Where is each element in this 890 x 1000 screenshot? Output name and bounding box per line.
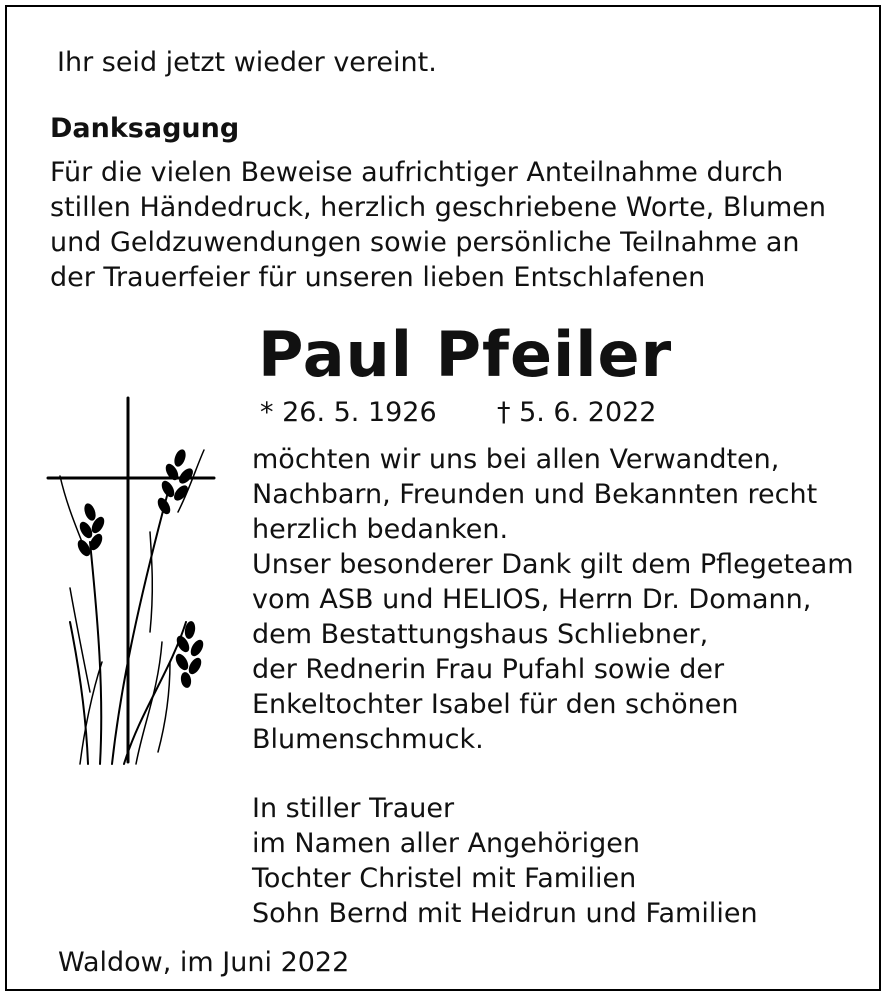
signature-line: In stiller Trauer: [252, 793, 455, 824]
thanks-line: Enkeltochter Isabel für den schönen: [252, 689, 739, 720]
signature-line: Sohn Bernd mit Heidrun und Familien: [252, 898, 758, 929]
signature-block: [252, 792, 758, 932]
motto: Ihr seid jetzt wieder vereint.: [57, 47, 437, 78]
thanks-text: [252, 443, 854, 758]
intro-line: Für die vielen Beweise aufrichtiger Anteilnahme durch: [50, 157, 784, 188]
thanks-line: vom ASB und HELIOS, Herrn Dr. Domann,: [252, 584, 812, 615]
thanks-line: herzlich bedanken.: [252, 514, 509, 545]
intro-line: der Trauerfeier für unseren lieben Entschlafenen: [50, 262, 706, 293]
thanks-line: dem Bestattungshaus Schliebner,: [252, 619, 709, 650]
death-date: † 5. 6. 2022: [497, 397, 657, 428]
thanks-line: Blumenschmuck.: [252, 724, 484, 755]
intro-line: und Geldzuwendungen sowie persönliche Teilnahme an: [50, 227, 800, 258]
thanks-line: möchten wir uns bei allen Verwandten,: [252, 444, 780, 475]
birth-date: * 26. 5. 1926: [260, 397, 437, 428]
place-date: Waldow, im Juni 2022: [58, 947, 350, 978]
thanks-line: Nachbarn, Freunden und Bekannten recht: [252, 479, 818, 510]
signature-line: Tochter Christel mit Familien: [252, 863, 637, 894]
intro-line: stillen Händedruck, herzlich geschriebene Worte, Blumen: [50, 192, 827, 223]
intro-text: [50, 156, 826, 296]
thanks-line: Unser besonderer Dank gilt dem Pflegeteam: [252, 549, 854, 580]
signature-line: im Namen aller Angehörigen: [252, 828, 641, 859]
deceased-name: Paul Pfeiler: [258, 318, 673, 391]
cross-with-wheat-icon: [40, 392, 220, 772]
thanks-line: der Rednerin Frau Pufahl sowie der: [252, 654, 725, 685]
heading: Danksagung: [50, 113, 240, 144]
